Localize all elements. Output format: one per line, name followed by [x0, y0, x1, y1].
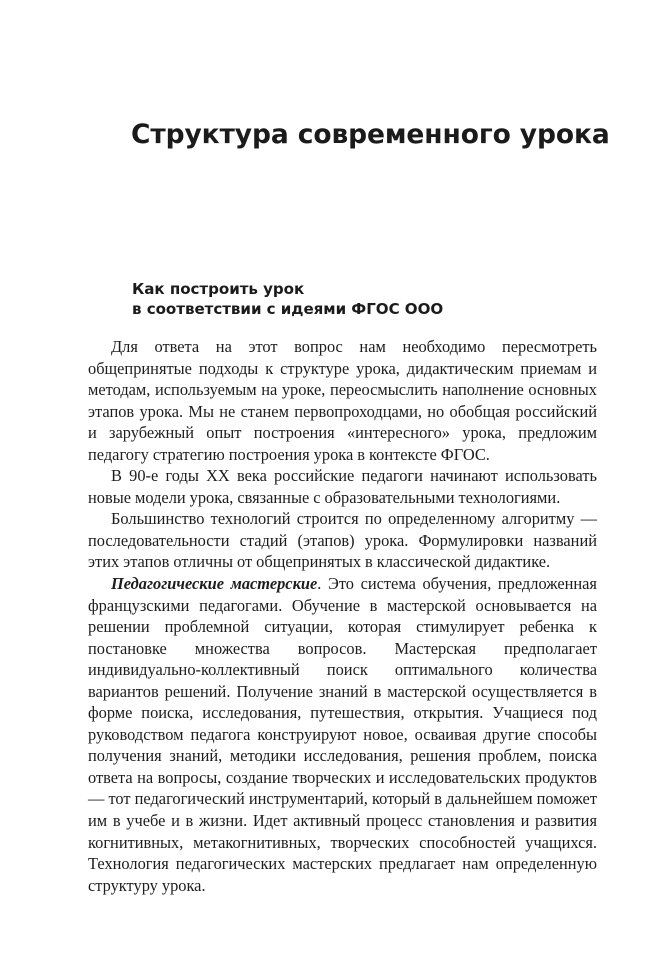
paragraph-text: В 90-е годы XX века российские педагоги начинают использовать новые модели урока, связанные с образовательными технологиями. — [88, 466, 597, 507]
paragraph-text: Для ответа на этот вопрос нам необходимо пересмотреть общепринятые подходы к структуре урока, дидактическим приемам и методам, используемым на уроке, переосмыслить наполнение основных этапов урока. Мы не станем первопроходцами, но обобщая российский и зарубежный опыт построения «интересного» урока, предложим педагогу стратегию построения урока в контексте ФГОС. — [88, 337, 597, 464]
body-paragraph-3 — [88, 508, 597, 573]
body-text-column — [88, 336, 597, 896]
section-heading-line-1: Как построить урок — [132, 279, 305, 298]
paragraph-text: Большинство технологий строится по определенному алгоритму — последовательности стадий (этапов) урока. Формулировки названий этих этапов отличны от общепринятых в классической дидактике. — [88, 509, 597, 572]
section-heading — [132, 279, 552, 320]
section-heading-line-2: в соответствии с идеями ФГОС ООО — [132, 300, 444, 319]
body-paragraph-4 — [88, 573, 597, 896]
paragraph-text: . Это система обучения, предложенная французскими педагогами. Обучение в мастерской основывается на решении проблемной ситуации, которая стимулирует ребенка к постановке множества вопросов. Мастерская предполагает индивидуально-коллективный поиск оптимального количества вариантов решений. Получение знаний в мастерской осуществляется в форме поиска, исследования, путешествия, открытия. Учащиеся под руководством педагога конструируют новое, осваивая другие способы получения знаний, методики исследования, решения проблем, поиска ответа на вопросы, создание творческих и исследовательских продуктов — тот педагогический инструментарий, который в дальнейшем поможет им в учебе и в жизни. Идет активный процесс становления и развития когнитивных, метакогнитивных, творческих способностей учащихся. Технология педагогических мастерских предлагает нам определенную структуру урока. — [88, 574, 597, 895]
chapter-title: Структура современного урока — [131, 118, 610, 150]
body-paragraph-2 — [88, 465, 597, 508]
paragraph-lead-in-term: Педагогические мастерские — [111, 574, 318, 594]
body-paragraph-1 — [88, 336, 597, 465]
